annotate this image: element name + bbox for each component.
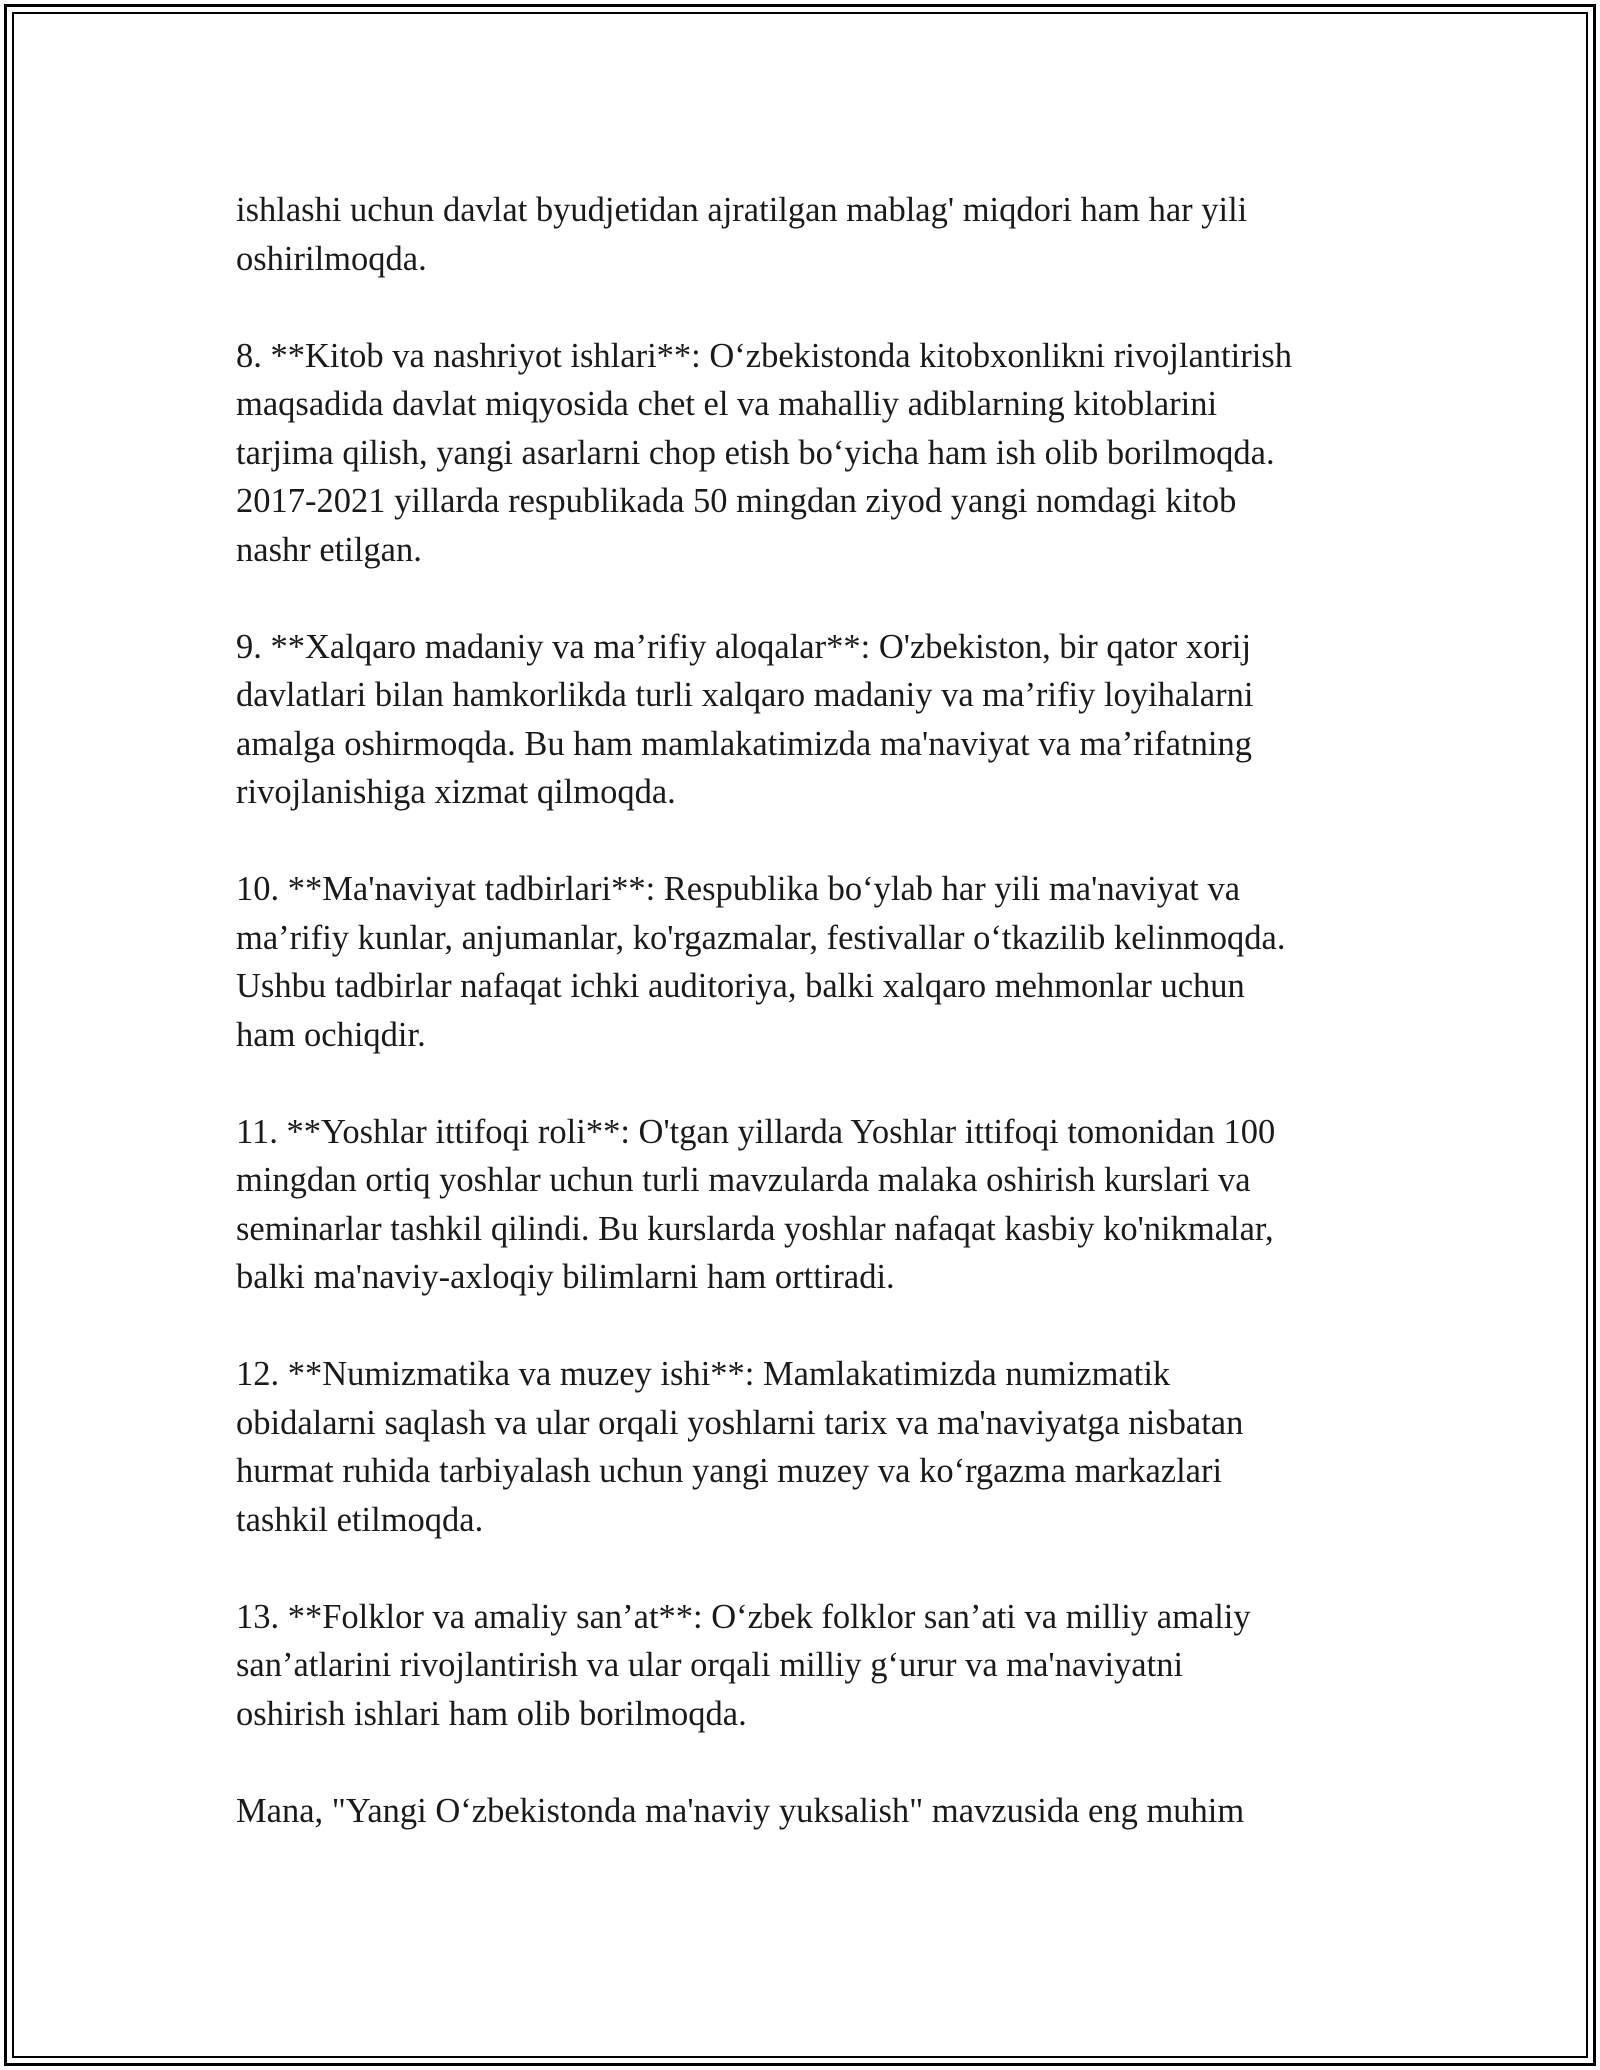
text-line: ma’rifiy kunlar, anjumanlar, ko'rgazmalar, festivallar o‘tkazilib kelinmoqda. bbox=[236, 918, 1286, 957]
text-line: rivojlanishiga xizmat qilmoqda. bbox=[236, 773, 676, 811]
paragraph-item-13 bbox=[236, 1593, 1416, 1739]
text-line: nashr etilgan. bbox=[236, 530, 422, 569]
text-line: hurmat ruhida tarbiyalash uchun yangi muzey va ko‘rgazma markazlari bbox=[236, 1452, 1223, 1490]
document-body bbox=[236, 186, 1416, 1835]
text-line: ishlashi uchun davlat byudjetidan ajratilgan mablag' miqdori ham har yili bbox=[236, 191, 1248, 229]
text-line: Mana, "Yangi O‘zbekistonda ma'naviy yuksalish" mavzusida eng muhim bbox=[236, 1791, 1245, 1830]
text-line: davlatlari bilan hamkorlikda turli xalqaro madaniy va ma’rifiy loyihalarni bbox=[236, 676, 1254, 714]
paragraph-item-8 bbox=[236, 332, 1416, 575]
text-line: 2017-2021 yillarda respublikada 50 mingdan ziyod yangi nomdagi kitob bbox=[236, 482, 1237, 520]
text-line: 12. **Numizmatika va muzey ishi**: Mamlakatimizda numizmatik bbox=[236, 1355, 1171, 1393]
text-line: Ushbu tadbirlar nafaqat ichki auditoriya, balki xalqaro mehmonlar uchun bbox=[236, 967, 1245, 1005]
text-line: oshirilmoqda. bbox=[236, 239, 427, 278]
text-line: oshirish ishlari ham olib borilmoqda. bbox=[236, 1694, 747, 1733]
text-line: seminarlar tashkil qilindi. Bu kurslarda yoshlar nafaqat kasbiy ko'nikmalar, bbox=[236, 1209, 1274, 1248]
paragraph-item-10 bbox=[236, 865, 1416, 1059]
text-line: mingdan ortiq yoshlar uchun turli mavzularda malaka oshirish kurslari va bbox=[236, 1161, 1251, 1199]
text-line: tarjima qilish, yangi asarlarni chop etish bo‘yicha ham ish olib borilmoqda. bbox=[236, 433, 1275, 472]
text-line: ham ochiqdir. bbox=[236, 1015, 426, 1054]
text-line: 9. **Xalqaro madaniy va ma’rifiy aloqalar**: O'zbekiston, bir qator xorij bbox=[236, 627, 1252, 666]
text-line: san’atlarini rivojlantirish va ular orqali milliy g‘urur va ma'naviyatni bbox=[236, 1646, 1184, 1684]
text-line: 8. **Kitob va nashriyot ishlari**: O‘zbekistonda kitobxonlikni rivojlantirish bbox=[236, 336, 1292, 375]
paragraph-item-11 bbox=[236, 1108, 1416, 1302]
text-line: 13. **Folklor va amaliy san’at**: O‘zbek folklor san’ati va milliy amaliy bbox=[236, 1597, 1251, 1636]
paragraph-item-9 bbox=[236, 623, 1416, 817]
text-line: tashkil etilmoqda. bbox=[236, 1500, 484, 1539]
text-line: balki ma'naviy-axloqiy bilimlarni ham orttiradi. bbox=[236, 1258, 895, 1296]
text-line: obidalarni saqlash va ular orqali yoshlarni tarix va ma'naviyatga nisbatan bbox=[236, 1403, 1244, 1442]
text-line: maqsadida davlat miqyosida chet el va mahalliy adiblarning kitoblarini bbox=[236, 385, 1218, 423]
text-line: 11. **Yoshlar ittifoqi roli**: O'tgan yillarda Yoshlar ittifoqi tomonidan 100 bbox=[236, 1112, 1276, 1151]
text-line: 10. **Ma'naviyat tadbirlari**: Respublika bo‘ylab har yili ma'naviyat va bbox=[236, 870, 1241, 908]
paragraph-item-12 bbox=[236, 1350, 1416, 1544]
paragraph-continuation bbox=[236, 186, 1416, 283]
text-line: amalga oshirmoqda. Bu ham mamlakatimizda ma'naviyat va ma’rifatning bbox=[236, 724, 1252, 763]
paragraph-conclusion bbox=[236, 1787, 1416, 1836]
